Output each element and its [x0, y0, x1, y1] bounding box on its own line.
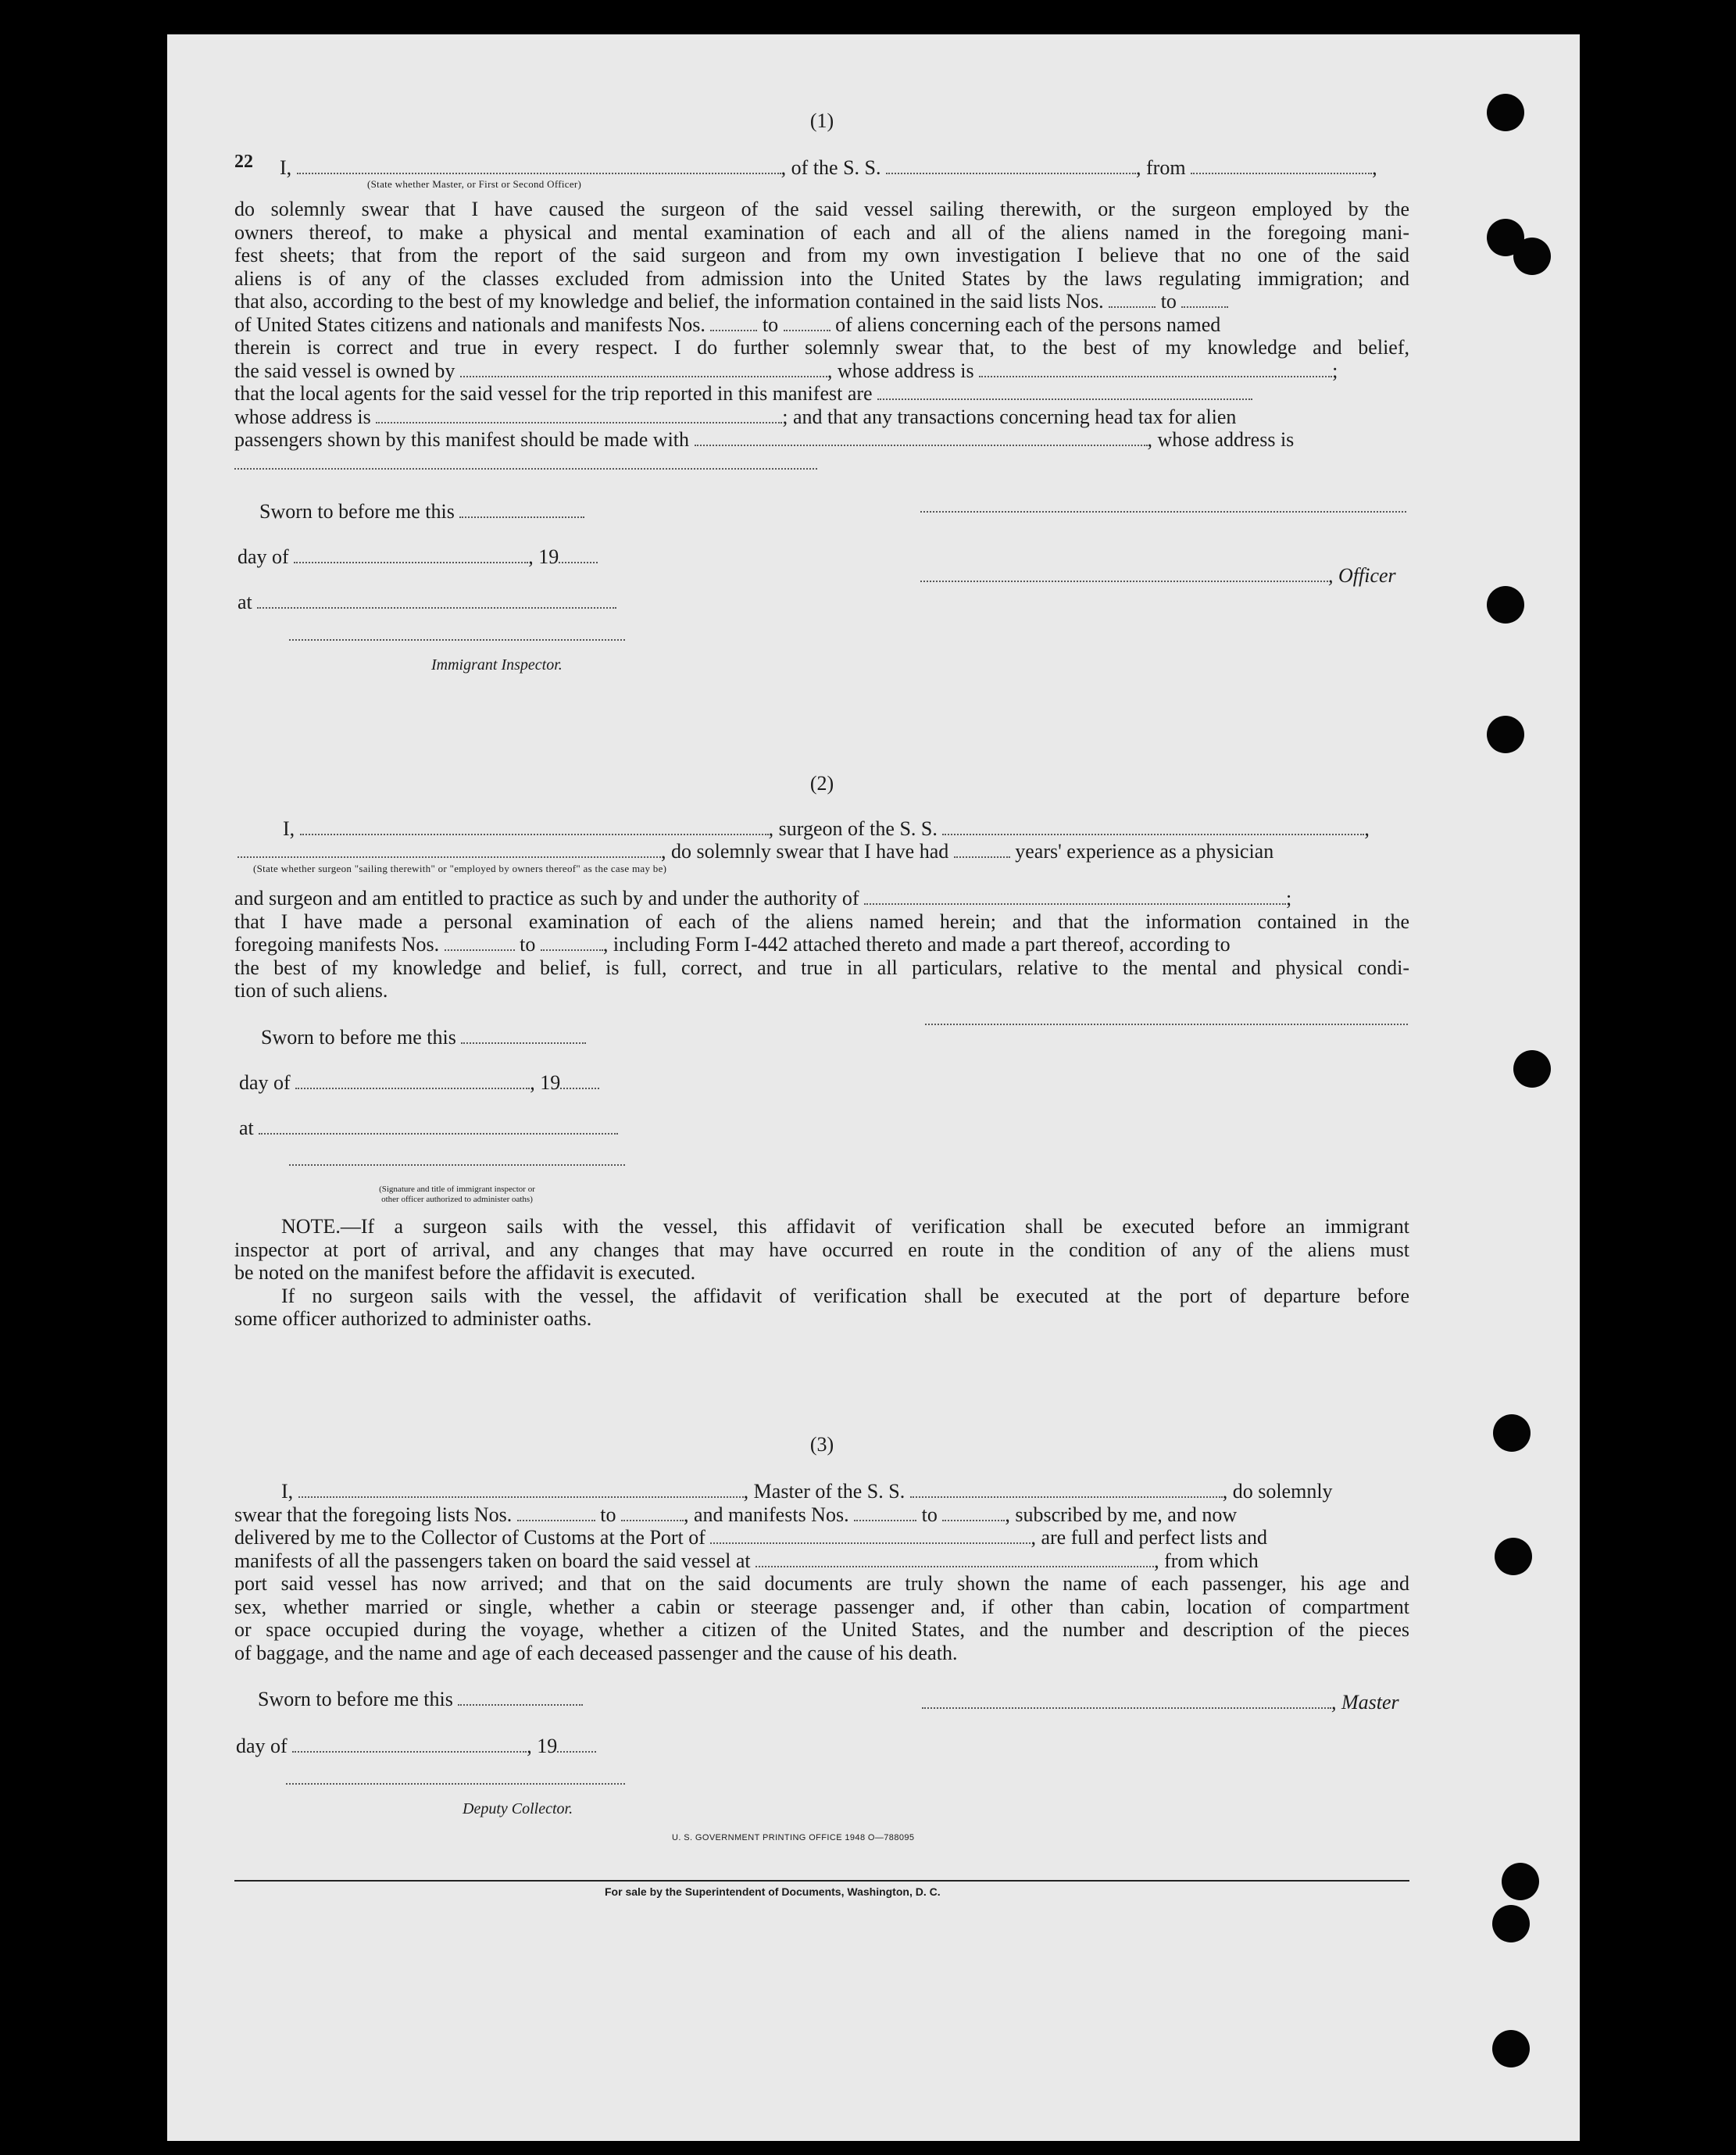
s2-place-field[interactable] [259, 1119, 618, 1135]
s3-l3a: delivered by me to the Collector of Customs at the Port of [234, 1526, 705, 1549]
s2-comma: , [1364, 817, 1370, 840]
s2-sworn: Sworn to before me this [261, 1026, 456, 1049]
s2-at-line [239, 1117, 618, 1140]
agents-address-field[interactable] [376, 408, 782, 423]
note-line-1: NOTE.—If a surgeon sails with the vessel, this affidavit of verification shall be executed before an immigrant [281, 1215, 1409, 1238]
owner-address-field[interactable] [979, 362, 1332, 377]
s2-nineteen: , 19 [530, 1071, 561, 1094]
section-2-number: (2) [809, 772, 834, 795]
binder-hole [1513, 238, 1551, 275]
binder-hole [1492, 2030, 1530, 2067]
s1-l11b: , whose address is [1147, 428, 1295, 451]
port-field[interactable] [710, 1528, 1031, 1544]
s1-l8a: the said vessel is owned by [234, 359, 455, 382]
s3-line-6: sex, whether married or single, whether a cabin or steerage passenger and, if other than cabin, location of compartment [234, 1595, 1409, 1618]
sig-note-2: other officer authorized to administer oaths) [381, 1195, 533, 1204]
s1-l5a: that also, according to the best of my knowledge and belief, the information contained in the said lists Nos. [234, 290, 1104, 313]
s3-nineteen: , 19 [527, 1735, 558, 1757]
s3-line-4 [234, 1549, 1409, 1573]
s3-line-7: or space occupied during the voyage, whether a citizen of the United States, and the number and description of the pieces [234, 1618, 1409, 1641]
s1-line-7: therein is correct and true in every respect. I do further solemnly swear that, to the best of my knowledge and belief, [234, 336, 1409, 359]
s3-l4b: , from which [1154, 1549, 1259, 1572]
binder-hole [1487, 586, 1524, 624]
s3-l3b: , are full and perfect lists and [1031, 1526, 1267, 1549]
s3-l4a: manifests of all the passengers taken on board the said vessel at [234, 1549, 751, 1572]
s1-line-4: aliens is of any of the classes excluded from admission into the United States by the laws regulating immigration; and [234, 266, 1409, 290]
s2-line-7: tion of such aliens. [234, 979, 388, 1002]
officer-label: , Officer [1328, 564, 1396, 587]
s3-master-of: , Master of the S. S. [743, 1480, 906, 1503]
s2-line-5 [234, 933, 1409, 956]
section-1-number: (1) [809, 109, 834, 132]
s3-line-1 [234, 1480, 1409, 1503]
officer-note: (State whether Master, or First or Second Officer) [367, 178, 582, 190]
s1-place-field[interactable] [257, 593, 616, 609]
s3-dayof-line [236, 1735, 596, 1758]
section-3-body [234, 1480, 1409, 1664]
s3-sworn-line [258, 1688, 583, 1711]
s1-month-field[interactable] [294, 548, 528, 563]
s1-line-5 [234, 290, 1409, 313]
s3-manifests-from-field[interactable] [854, 1506, 916, 1521]
s2-l2a: , do solemnly swear that I have had [661, 840, 949, 863]
s3-dayof: day of [236, 1735, 288, 1757]
s2-signature-line[interactable] [925, 1024, 1408, 1025]
s3-master-line [922, 1691, 1399, 1714]
s2-line-3 [234, 887, 1409, 910]
s2-month-field[interactable] [295, 1074, 530, 1089]
s1-line-1: do solemnly swear that I have caused the surgeon of the said vessel sailing therewith, or the surgeon employed by the [234, 198, 1409, 220]
binder-hole [1487, 94, 1524, 131]
s2-manifests-from-field[interactable] [445, 935, 515, 951]
s1-signature-line[interactable] [920, 511, 1406, 513]
s1-semi: ; [1332, 359, 1338, 382]
s1-line-12 [234, 452, 1409, 475]
authority-field[interactable] [864, 889, 1286, 905]
s3-l2a: swear that the foregoing lists Nos. [234, 1503, 513, 1526]
s1-sworn: Sworn to before me this [259, 500, 455, 523]
from-port-field[interactable] [1191, 159, 1372, 174]
s2-l3: and surgeon and am entitled to practice as such by and under the authority of [234, 887, 859, 910]
manifests-from-field[interactable] [710, 316, 757, 331]
s1-officer-line [920, 564, 1396, 588]
s1-line-8 [234, 359, 1409, 383]
s2-surgeon: , surgeon of the S. S. [768, 817, 938, 840]
s1-nineteen: , 19 [528, 545, 559, 568]
surgeon-note: (State whether surgeon "sailing therewith" or "employed by owners thereof" as the case may be) [253, 863, 667, 874]
s3-line-2 [234, 1503, 1409, 1527]
master-label: , Master [1331, 1691, 1399, 1714]
s2-year-field[interactable] [560, 1074, 599, 1089]
s2-vessel-field[interactable] [942, 820, 1364, 835]
immigrant-inspector-label: Immigrant Inspector. [431, 656, 563, 674]
years-experience-field[interactable] [954, 842, 1010, 858]
s3-to-2: to [921, 1503, 938, 1526]
s2-i: I, [283, 817, 295, 840]
s3-vessel-field[interactable] [910, 1482, 1223, 1498]
s1-year-field[interactable] [559, 548, 598, 563]
s1-line-3: fest sheets; that from the report of the said surgeon and from my own investigation I believe that no one of the said [234, 244, 1409, 266]
s1-at: at [238, 591, 252, 613]
s2-l2b: years' experience as a physician [1015, 840, 1274, 863]
binder-hole [1487, 716, 1524, 753]
s1-of-ss: , of the S. S. [780, 156, 881, 179]
surgeon-name-field[interactable] [300, 820, 769, 835]
s2-semi: ; [1286, 887, 1292, 910]
s1-l10b: ; and that any transactions concerning head tax for alien [782, 405, 1237, 428]
margin-mark: 22 [234, 152, 253, 172]
s2-inspector-signature-line[interactable] [289, 1164, 625, 1166]
s2-line-2 [238, 840, 1273, 863]
s1-line-10 [234, 406, 1409, 429]
s3-to: to [600, 1503, 616, 1526]
master-name-field[interactable] [298, 1482, 744, 1498]
section-1-first-line [280, 156, 1377, 180]
lists-from-field[interactable] [1109, 292, 1156, 308]
lists-to-field[interactable] [1181, 292, 1228, 308]
note2-line-2: some officer authorized to administer oaths. [234, 1307, 592, 1330]
s1-l8b: , whose address is [827, 359, 974, 382]
s1-dayof: day of [238, 545, 289, 568]
s1-dayof-line [238, 545, 598, 569]
s3-solemnly: , do solemnly [1222, 1480, 1333, 1503]
local-agents-field[interactable] [877, 384, 1252, 400]
gpo-imprint: U. S. GOVERNMENT PRINTING OFFICE 1948 O—788095 [672, 1833, 915, 1842]
officer-signature-field[interactable] [920, 566, 1328, 582]
s1-to: to [1160, 290, 1177, 313]
s1-sworn-day-field[interactable] [459, 502, 584, 518]
s2-manifests-to-field[interactable] [541, 935, 603, 951]
s3-line-8: of baggage, and the name and age of each deceased passenger and the cause of his death. [234, 1641, 958, 1664]
s1-i: I, [280, 156, 292, 179]
s2-to: to [520, 933, 536, 956]
s1-l6a: of United States citizens and nationals and manifests Nos. [234, 313, 705, 336]
s1-line-11 [234, 428, 1409, 452]
binder-hole [1495, 1538, 1532, 1575]
inspector-signature-line[interactable] [289, 639, 625, 641]
sig-note-1: (Signature and title of immigrant inspector or [379, 1185, 535, 1194]
s3-i: I, [281, 1480, 294, 1503]
s3-lists-to-field[interactable] [621, 1506, 684, 1521]
s1-at-line [238, 591, 616, 614]
boarding-port-field[interactable] [755, 1552, 1154, 1567]
s2-line-1 [283, 817, 1370, 841]
s3-l2b: , and manifests Nos. [684, 1503, 849, 1526]
note-line-2: inspector at port of arrival, and any changes that may have occurred en route in the condition of any of the aliens must [234, 1238, 1409, 1261]
s3-lists-from-field[interactable] [517, 1506, 595, 1521]
s1-sworn-line [259, 500, 584, 524]
s2-at: at [239, 1117, 254, 1139]
s1-from: , from [1136, 156, 1186, 179]
s1-line-9 [234, 382, 1409, 406]
binder-hole [1493, 1414, 1531, 1452]
note2-line-1: If no surgeon sails with the vessel, the affidavit of verification shall be executed at the port of departure before [281, 1284, 1409, 1307]
s3-month-field[interactable] [292, 1737, 527, 1753]
footer-rule [234, 1880, 1409, 1882]
binder-hole [1513, 1050, 1551, 1088]
s3-year-field[interactable] [557, 1737, 596, 1753]
section-2-body [234, 887, 1409, 1002]
binder-hole [1492, 1905, 1530, 1942]
section-1-body [234, 198, 1409, 474]
binder-hole [1502, 1863, 1539, 1900]
officer-name-field[interactable] [297, 159, 781, 174]
head-tax-party-field[interactable] [695, 431, 1148, 446]
s3-l2c: , subscribed by me, and now [1005, 1503, 1238, 1526]
owner-field[interactable] [460, 362, 827, 377]
s1-line-2: owners thereof, to make a physical and mental examination of each and all of the aliens named in the foregoing mani- [234, 220, 1409, 244]
deputy-collector-label: Deputy Collector. [463, 1800, 573, 1817]
s2-line-6: the best of my knowledge and belief, is full, correct, and true in all particulars, relative to the mental and physical condi- [234, 956, 1409, 979]
s3-sworn-day-field[interactable] [458, 1690, 583, 1706]
s3-line-3 [234, 1526, 1409, 1549]
master-signature-field[interactable] [922, 1693, 1331, 1709]
s1-l6b: of aliens concerning each of the persons named [835, 313, 1221, 336]
manifests-to-field[interactable] [784, 316, 830, 331]
s3-manifests-to-field[interactable] [942, 1506, 1005, 1521]
section-2-note [234, 1215, 1409, 1331]
s2-l5b: , including Form I-442 attached thereto and made a part thereof, according to [602, 933, 1231, 956]
s1-l11a: passengers shown by this manifest should be made with [234, 428, 690, 451]
s1-to-2: to [762, 313, 779, 336]
deputy-signature-line[interactable] [286, 1783, 625, 1785]
s2-dayof: day of [239, 1071, 291, 1094]
s2-l5a: foregoing manifests Nos. [234, 933, 440, 956]
s2-sworn-day-field[interactable] [461, 1028, 586, 1044]
s2-line-4: that I have made a personal examination of each of the aliens named herein; and that the information contained in the [234, 910, 1409, 933]
s3-line-5: port said vessel has now arrived; and that on the said documents are truly shown the name of each passenger, his age and [234, 1572, 1409, 1595]
head-tax-address-field[interactable] [234, 454, 817, 470]
s1-l10a: whose address is [234, 405, 371, 428]
vessel-name-field[interactable] [886, 159, 1136, 174]
surgeon-type-field[interactable] [238, 842, 661, 858]
s1-line-6 [234, 313, 1409, 337]
section-3-number: (3) [809, 1433, 834, 1456]
s3-sworn: Sworn to before me this [258, 1688, 453, 1710]
s2-dayof-line [239, 1071, 599, 1095]
signature-title-note [289, 1185, 625, 1205]
s1-comma: , [1372, 156, 1377, 179]
s1-l9: that the local agents for the said vessel for the trip reported in this manifest are [234, 382, 873, 405]
note-line-3: be noted on the manifest before the affidavit is executed. [234, 1261, 696, 1284]
for-sale-notice: For sale by the Superintendent of Documents, Washington, D. C. [605, 1885, 941, 1898]
s2-sworn-line [261, 1026, 586, 1049]
